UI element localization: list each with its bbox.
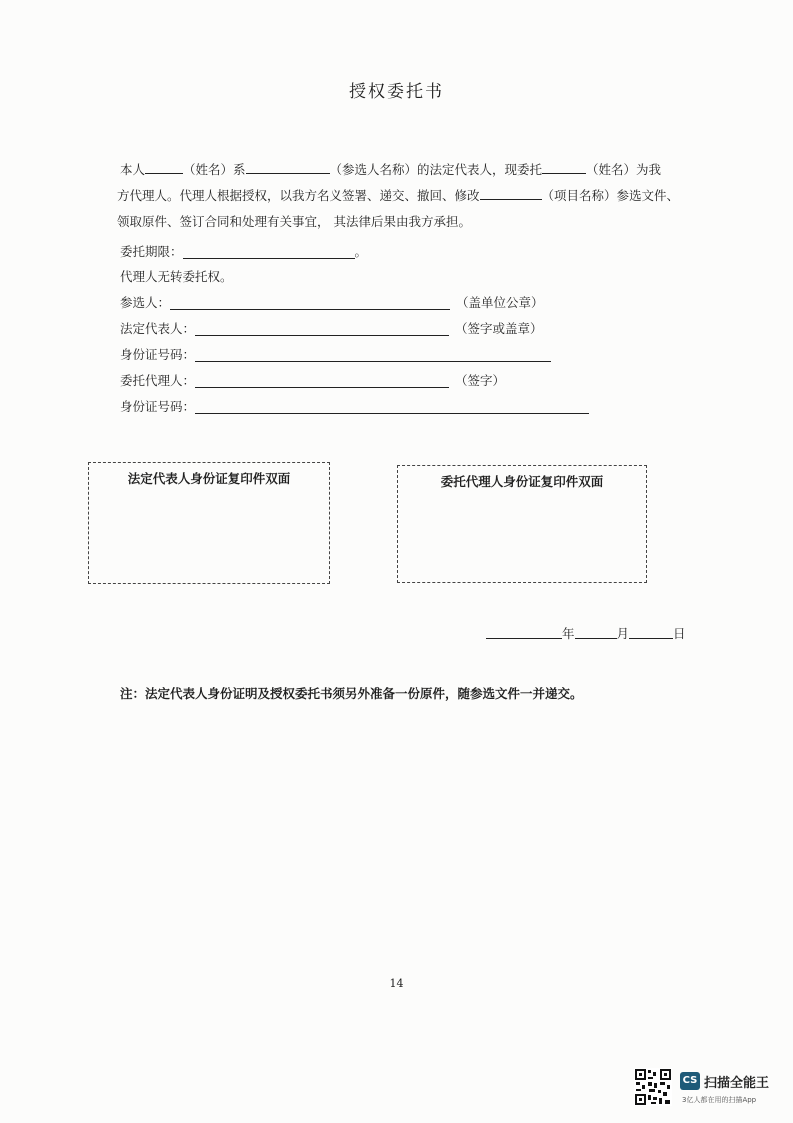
principal-name-blank[interactable] xyxy=(145,159,183,174)
no-delegation-text: 代理人无转委托权。 xyxy=(120,269,233,284)
footnote: 注：法定代表人身份证明及授权委托书须另外准备一份原件，随参选文件一并递交。 xyxy=(120,686,583,701)
date-line: 年 月 日 xyxy=(486,624,686,642)
legal-rep-id-copy-box: 法定代表人身份证复印件双面 xyxy=(88,462,330,584)
year-blank[interactable] xyxy=(486,624,562,639)
scanner-tagline: 3亿人都在用的扫描App xyxy=(682,1096,757,1104)
qr-code-icon xyxy=(634,1068,672,1106)
agent-blank[interactable] xyxy=(195,373,449,388)
bidder-name-blank[interactable] xyxy=(246,159,330,174)
scanner-watermark xyxy=(634,1068,784,1110)
authorization-paragraph: 本人 （姓名）系 （参选人名称）的法定代表人，现委托 （姓名）为我 方代理人。代理人根据授权，以我方名义签署、递交、撤回、修改 （项目名称）参选文件、 领取原件、签订合同和处理有关事宜， 其法律后果由我方承担。 xyxy=(120,157,710,235)
term-line: 委托期限： 。 xyxy=(120,244,368,259)
page-number: 14 xyxy=(389,977,404,990)
project-name-blank[interactable] xyxy=(480,185,542,200)
legal-rep-blank[interactable] xyxy=(195,321,449,336)
agent-id-copy-box: 委托代理人身份证复印件双面 xyxy=(397,465,647,583)
field-bidder: 参选人： （盖单位公章） xyxy=(120,295,544,310)
agent-name-blank[interactable] xyxy=(542,159,586,174)
agent-id-blank[interactable] xyxy=(195,399,589,414)
field-legal-rep: 法定代表人： （签字或盖章） xyxy=(120,321,543,336)
field-agent-id: 身份证号码： xyxy=(120,397,589,417)
day-blank[interactable] xyxy=(629,624,673,639)
camscanner-logo-icon: CS xyxy=(680,1072,700,1090)
month-blank[interactable] xyxy=(575,624,617,639)
legal-consequence-text: 领取原件、签订合同和处理有关事宜， 其法律后果由我方承担。 xyxy=(117,214,471,229)
scanner-app-name: 扫描全能王 xyxy=(704,1076,770,1091)
legal-rep-id-blank[interactable] xyxy=(195,347,551,362)
bidder-blank[interactable] xyxy=(170,295,450,310)
field-legal-rep-id: 身份证号码： xyxy=(120,345,551,365)
document-title: 授权委托书 xyxy=(349,82,444,102)
field-agent: 委托代理人： （签字） xyxy=(120,373,506,388)
term-blank[interactable] xyxy=(183,244,355,259)
